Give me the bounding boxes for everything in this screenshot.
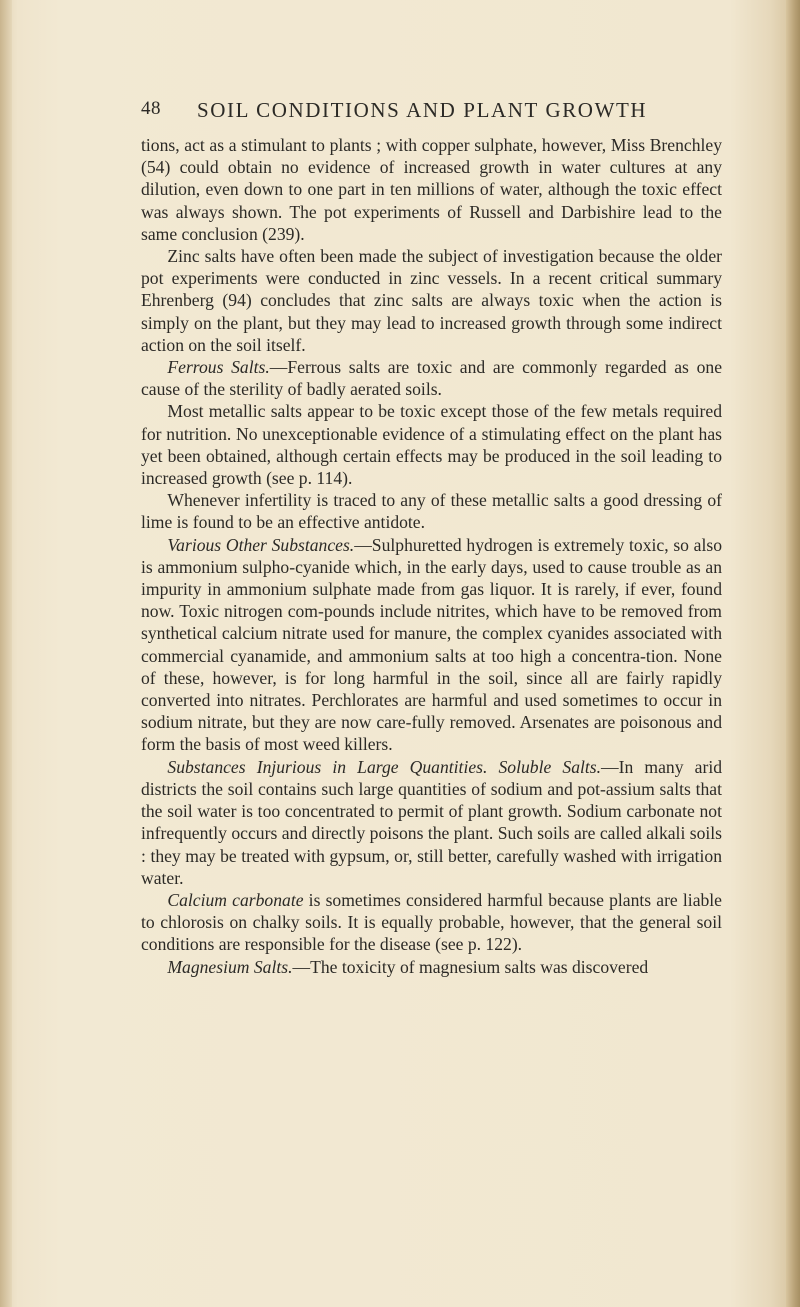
section-heading: Ferrous Salts.: [167, 357, 270, 378]
paragraph: Ferrous Salts.—Ferrous salts are toxic and are commonly regarded as one cause of the sterility of badly aerated soils.: [141, 357, 723, 400]
page-header: [141, 98, 721, 126]
paragraph: Most metallic salts appear to be toxic except those of the few metals required for nutrition. No unexceptionable evidence of a stimulating effect on the plant has yet been obtained, although certain effects may be produced in the soil leading to increased growth (see p. 114).: [141, 401, 722, 489]
running-head: SOIL CONDITIONS AND PLANT GROWTH: [197, 98, 648, 122]
paragraph: Magnesium Salts.—The toxicity of magnesium salts was discovered: [167, 956, 649, 977]
body-text: [141, 134, 722, 978]
page-number: 48: [141, 98, 161, 119]
page-right-edge: [786, 0, 800, 1307]
paragraph: Whenever infertility is traced to any of these metallic salts a good dressing of lime is found to be an effective antidote.: [141, 490, 722, 533]
page-left-edge: [0, 0, 12, 1307]
section-heading: Calcium carbonate: [167, 889, 304, 910]
section-heading: Substances Injurious in Large Quantities. Soluble Salts.: [167, 756, 602, 777]
paragraph: Zinc salts have often been made the subject of investigation because the older pot experiments were conducted in zinc vessels. In a recent critical summary Ehrenberg (94) concludes that zinc salts are always toxic when the action is simply on the plant, but they may lead to increased growth through some indirect action on the soil itself.: [141, 246, 722, 355]
paragraph: Various Other Substances.—Sulphuretted hydrogen is extremely toxic, so also is ammonium sulpho-cyanide which, in the early days, used to cause trouble as an impurity in ammonium sulphate made from gas liquor. It is rarely, if ever, found now. Toxic nitrogen com-pounds include nitrites, which have to be removed from synthetical calcium nitrate used for manure, the complex cyanides associated with commercial cyanamide, and ammonium salts at too high a concentra-tion. None of these, however, is for long harmful in the soil, since all are fairly rapidly converted into nitrates. Perchlorates are harmful and used sometimes to occur in sodium nitrate, but they are now care-fully removed. Arsenates are poisonous and form the basis of most weed killers.: [141, 534, 723, 755]
section-heading: Magnesium Salts.: [167, 956, 293, 977]
paragraph: Substances Injurious in Large Quantities. Soluble Salts.—In many arid districts the soil contains such large quantities of sodium and pot-assium salts that the soil water is too concentrated to permit of plant growth. Sodium carbonate not infrequently occurs and directly poisons the plant. Such soils are called alkali soils : they may be treated with gypsum, or, still better, carefully washed with irrigation water.: [141, 756, 722, 888]
paragraph: tions, act as a stimulant to plants ; with copper sulphate, however, Miss Brenchley (54) could obtain no evidence of increased growth in water cultures at any dilution, even down to one part in ten millions of water, although the toxic effect was always shown. The pot experiments of Russell and Darbishire lead to the same conclusion (239).: [141, 135, 722, 244]
section-heading: Various Other Substances.: [167, 534, 355, 555]
paragraph: Calcium carbonate is sometimes considered harmful because plants are liable to chlorosis on chalky soils. It is equally probable, however, that the general soil conditions are responsible for the disease (see p. 122).: [141, 889, 722, 955]
